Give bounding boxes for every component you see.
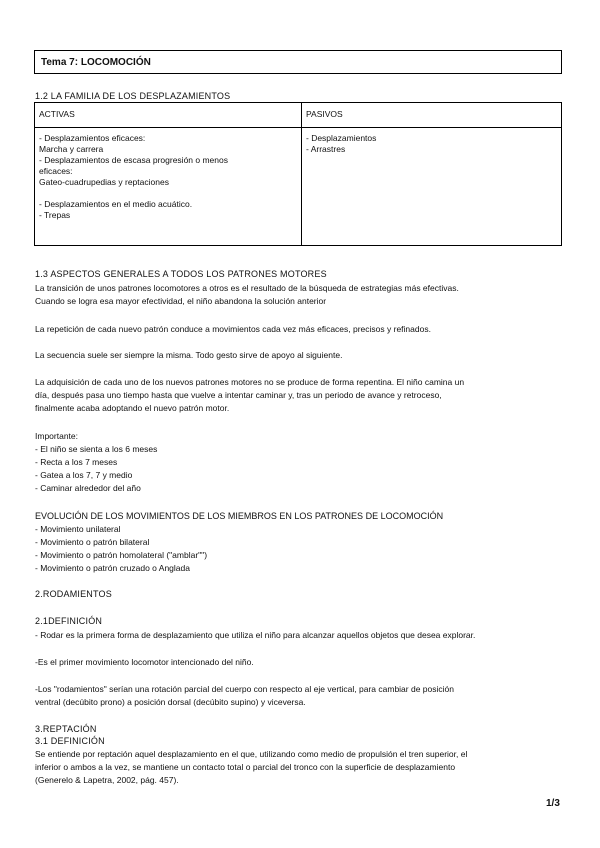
evolution-section: [35, 510, 565, 575]
section-heading-1-3: 1.3 ASPECTOS GENERALES A TODOS LOS PATRONES MOTORES: [35, 269, 327, 279]
text-line: La secuencia suele ser siempre la misma. Todo gesto sirve de apoyo al siguiente.: [35, 350, 343, 360]
list-item: - El niño se sienta a los 6 meses: [35, 444, 158, 454]
paragraph-sequence: [35, 349, 565, 362]
activas-line: Gateo-cuadrupedias y reptaciones: [39, 177, 169, 187]
section-heading-evolution: EVOLUCIÓN DE LOS MOVIMIENTOS DE LOS MIEMBROS EN LOS PATRONES DE LOCOMOCIÓN: [35, 511, 444, 521]
list-heading: Importante:: [35, 431, 78, 441]
paragraph-first-movement: [35, 656, 565, 669]
list-item: - Movimiento o patrón homolateral ("amblar""): [35, 550, 208, 560]
text-line: - Rodar es la primera forma de desplazamiento que utiliza el niño para alcanzar aquellos objetos que desea explorar.: [35, 630, 476, 640]
subheading-definition-2-1: 2.1DEFINICIÓN: [35, 616, 103, 626]
section-heading-reptacion: 3.REPTACIÓN: [35, 724, 97, 734]
important-milestones-list: [35, 430, 565, 495]
activas-line: - Desplazamientos eficaces:: [39, 133, 146, 143]
pasivos-cell: [302, 128, 562, 246]
paragraph-acquisition: [35, 376, 565, 415]
list-item: - Movimiento o patrón bilateral: [35, 537, 150, 547]
activas-line: - Desplazamientos en el medio acuático.: [39, 199, 193, 209]
text-line: La transición de unos patrones locomotores a otros es el resultado de la búsqueda de estrategias más efectivas.: [35, 283, 459, 293]
page-title: Tema 7: LOCOMOCIÓN: [34, 50, 562, 74]
text-line: -Es el primer movimiento locomotor intencionado del niño.: [35, 657, 254, 667]
paragraph-transition: [35, 282, 565, 308]
paragraph-repetition: [35, 323, 565, 336]
list-item: - Gatea a los 7, 7 y medio: [35, 470, 133, 480]
text-line: La adquisición de cada uno de los nuevos patrones motores no se produce de forma repentina. El niño camina un: [35, 377, 465, 387]
list-item: - Movimiento o patrón cruzado o Anglada: [35, 563, 190, 573]
text-line: (Generelo & Lapetra, 2002, pág. 457).: [35, 775, 179, 785]
table-row: [35, 128, 562, 246]
text-line: La repetición de cada nuevo patrón conduce a movimientos cada vez más eficaces, precisos y refinados.: [35, 324, 431, 334]
pasivos-line: - Arrastres: [306, 144, 346, 154]
column-header-pasivos: PASIVOS: [302, 103, 562, 128]
activas-line: - Trepas: [39, 210, 71, 220]
blank-line: [39, 188, 297, 199]
section-heading-rodamientos: 2.RODAMIENTOS: [35, 589, 112, 599]
activas-cell: [35, 128, 302, 246]
text-line: finalmente acaba adoptando el nuevo patrón motor.: [35, 403, 230, 413]
section-heading-1-2: 1.2 LA FAMILIA DE LOS DESPLAZAMIENTOS: [35, 91, 231, 101]
list-item: - Recta a los 7 meses: [35, 457, 118, 467]
paragraph-rodamientos: [35, 683, 565, 709]
text-line: Se entiende por reptación aquel desplazamiento en el que, utilizando como medio de propulsión el tren superior, el: [35, 749, 468, 759]
pasivos-line: - Desplazamientos: [306, 133, 377, 143]
column-header-activas: ACTIVAS: [35, 103, 302, 128]
paragraph-reptacion: [35, 748, 565, 787]
text-line: Cuando se logra esa mayor efectividad, el niño abandona la solución anterior: [35, 296, 327, 306]
text-line: ventral (decúbito prono) a posición dorsal (decúbito supino) y viceversa.: [35, 697, 306, 707]
text-line: -Los "rodamientos" serían una rotación parcial del cuerpo con respecto al eje vertical, para cambiar de posición: [35, 684, 454, 694]
activas-line: - Desplazamientos de escasa progresión o menos: [39, 155, 228, 165]
text-line: inferior o ambos a la vez, se mantiene un contacto total o parcial del tronco con la superficie de desplazamiento: [35, 762, 456, 772]
activas-line: eficaces:: [39, 166, 73, 176]
paragraph-rodar: [35, 629, 565, 642]
list-item: - Movimiento unilateral: [35, 524, 121, 534]
locomotion-family-table: [34, 102, 562, 246]
text-line: día, después pasa uno tiempo hasta que vuelve a intentar caminar y, tras un periodo de avance y retroceso,: [35, 390, 442, 400]
subheading-definition-3-1: 3.1 DEFINICIÓN: [35, 736, 105, 746]
page-number: 1/3: [546, 798, 560, 809]
table-header-row: [35, 103, 562, 128]
list-item: - Caminar alrededor del año: [35, 483, 141, 493]
activas-line: Marcha y carrera: [39, 144, 104, 154]
